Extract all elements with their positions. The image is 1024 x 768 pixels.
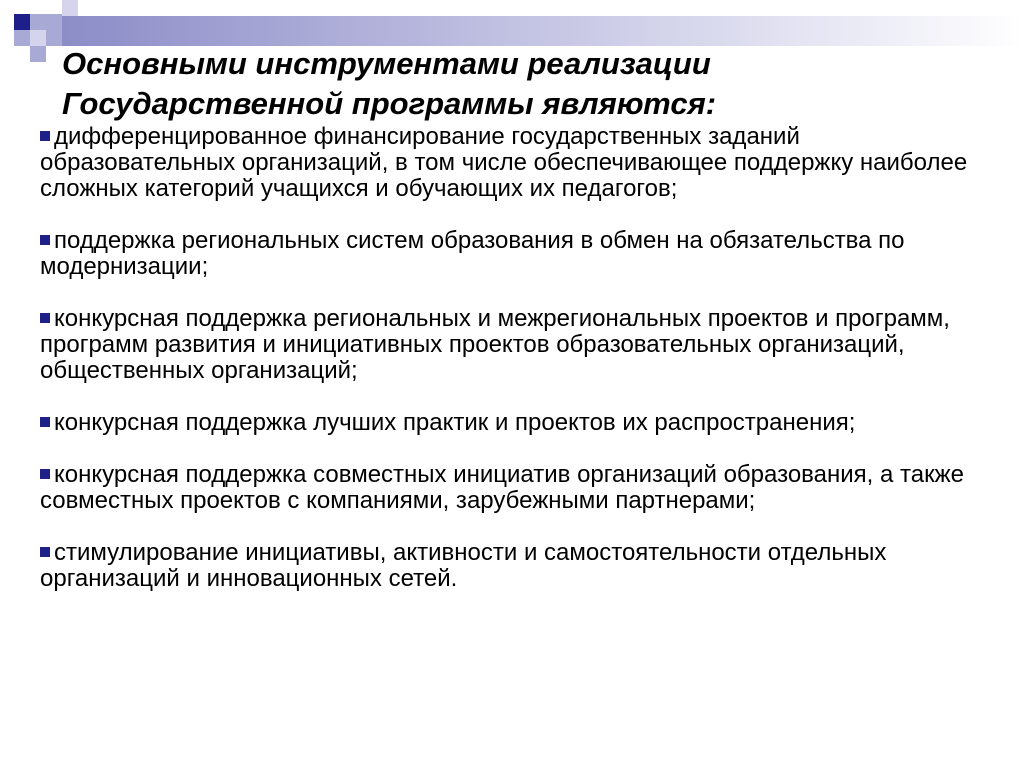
bullet-list [40, 124, 990, 618]
bullet-text: стимулирование инициативы, активности и самостоятельности отдельных организаций и инновационных сетей. [40, 539, 887, 592]
decor-square [62, 0, 78, 16]
decor-square [46, 30, 62, 46]
decor-square [30, 14, 46, 30]
square-bullet-icon [40, 469, 50, 479]
decor-square [14, 30, 30, 46]
slide-title-line-2: Государственной программы являются: [62, 86, 717, 121]
bullet-item [40, 124, 990, 202]
bullet-text: конкурсная поддержка лучших практик и проектов их распространения; [54, 409, 856, 436]
decor-square [30, 46, 46, 62]
bullet-item [40, 228, 990, 280]
bullet-text: дифференцированное финансирование государственных заданий образовательных организаций, в том числе обеспечивающее поддержку наиболее сложных категорий учащихся и обучающих их педагогов; [40, 123, 968, 202]
bullet-item [40, 462, 990, 514]
bullet-text: конкурсная поддержка совместных инициатив организаций образования, а также совместных проектов с компаниями, зарубежными партнерами; [40, 461, 964, 514]
square-bullet-icon [40, 313, 50, 323]
square-bullet-icon [40, 131, 50, 141]
square-bullet-icon [40, 235, 50, 245]
bullet-item [40, 540, 990, 592]
bullet-item [40, 410, 990, 436]
decor-square [46, 14, 62, 30]
bullet-text: поддержка региональных систем образования в обмен на обязательства по модернизации; [40, 227, 905, 280]
decor-square [14, 14, 30, 30]
square-bullet-icon [40, 417, 50, 427]
slide-title [62, 44, 962, 124]
bullet-item [40, 306, 990, 384]
slide-title-line-1: Основными инструментами реализации [62, 46, 711, 81]
square-bullet-icon [40, 547, 50, 557]
decor-square [30, 30, 46, 46]
bullet-text: конкурсная поддержка региональных и межрегиональных проектов и программ, программ развития и инициативных проектов образовательных организаций, общественных организаций; [40, 305, 950, 384]
header-gradient-band [60, 16, 1024, 46]
